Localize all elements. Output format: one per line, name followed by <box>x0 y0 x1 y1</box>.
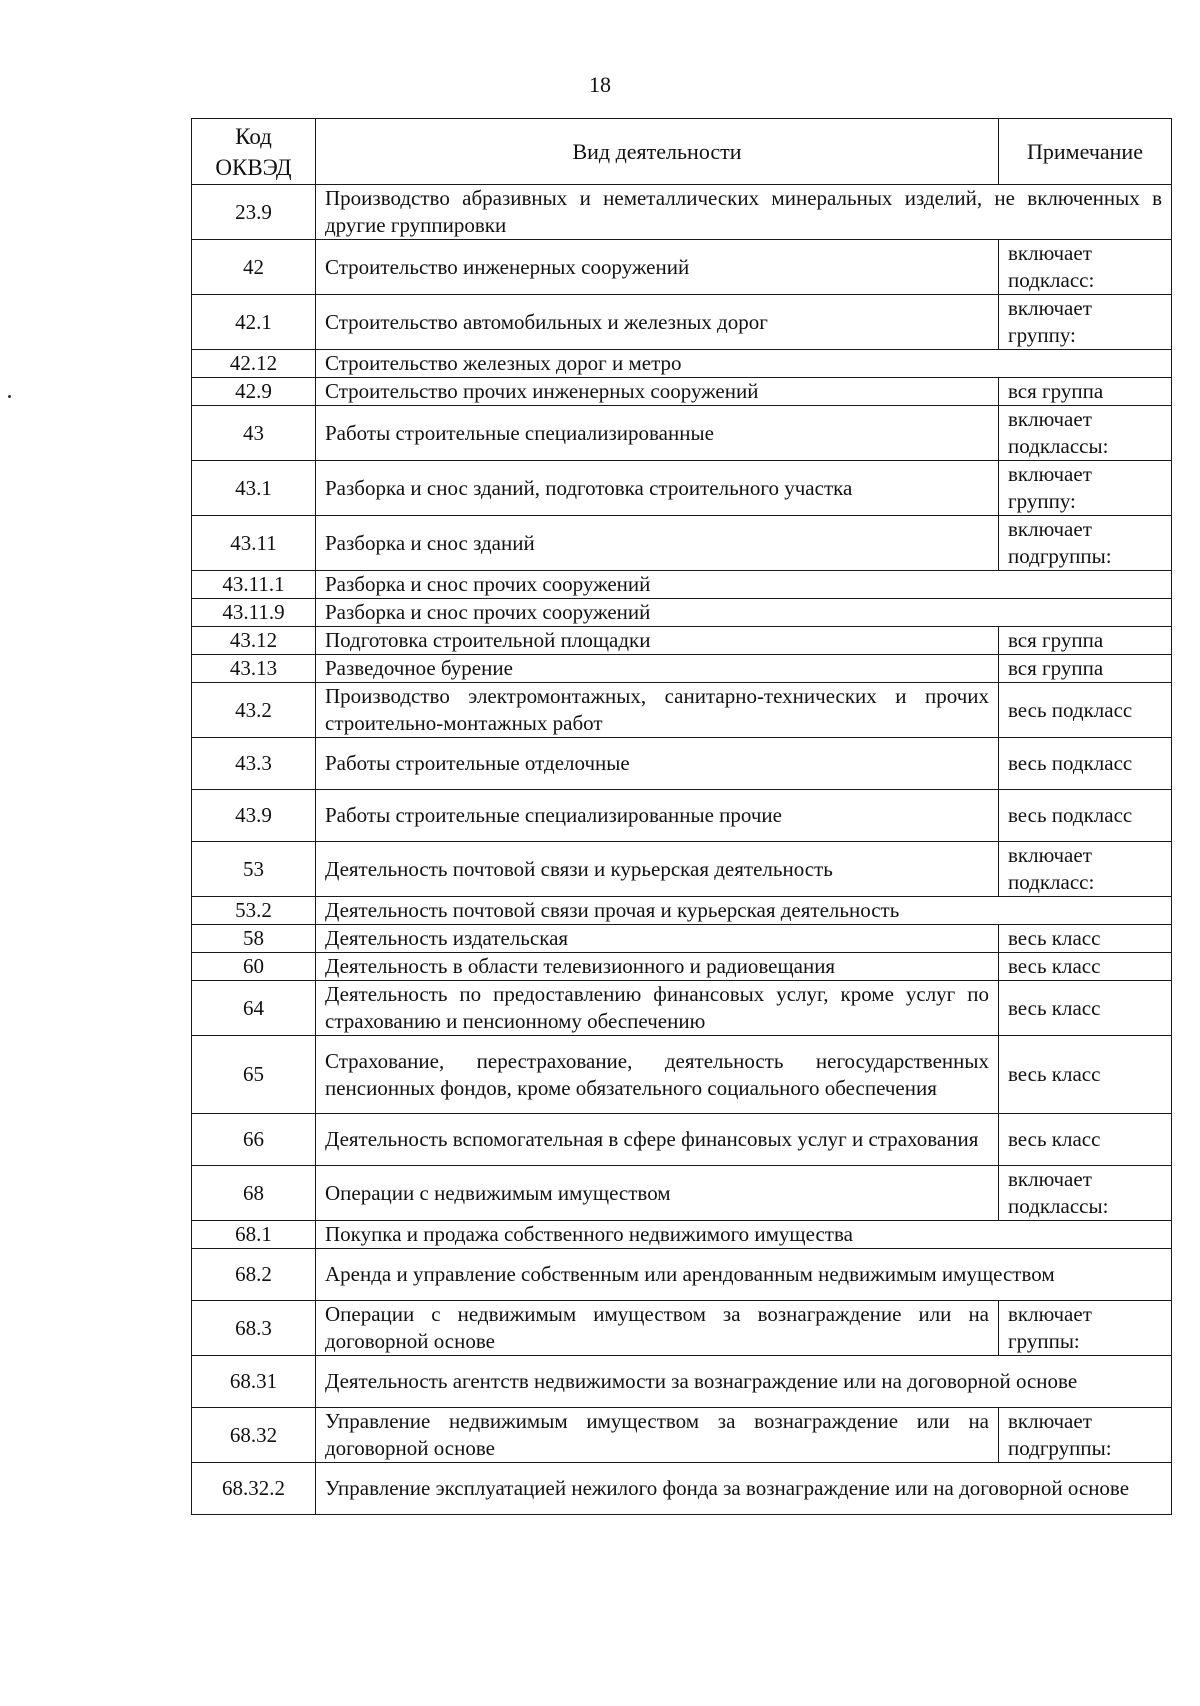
okved-code-cell: 68.32 <box>192 1408 316 1463</box>
okved-code-cell: 65 <box>192 1036 316 1114</box>
table-row <box>192 295 1172 350</box>
okved-code-cell: 68.32.2 <box>192 1463 316 1515</box>
note-cell: вся группа <box>999 627 1172 655</box>
table-row <box>192 461 1172 516</box>
note-cell: включает подклассы: <box>999 406 1172 461</box>
activity-cell: Разборка и снос зданий <box>316 516 999 571</box>
activity-cell: Покупка и продажа собственного недвижимого имущества <box>316 1221 1172 1249</box>
note-cell: весь класс <box>999 925 1172 953</box>
activity-cell: Работы строительные специализированные прочие <box>316 790 999 842</box>
activity-cell: Разборка и снос прочих сооружений <box>316 571 1172 599</box>
activity-cell: Деятельность издательская <box>316 925 999 953</box>
activity-cell: Деятельность вспомогательная в сфере финансовых услуг и страхования <box>316 1114 999 1166</box>
table-row <box>192 1036 1172 1114</box>
activity-cell: Деятельность агентств недвижимости за вознаграждение или на договорной основе <box>316 1356 1172 1408</box>
activity-cell: Управление недвижимым имуществом за вознаграждение или на договорной основе <box>316 1408 999 1463</box>
note-cell: весь класс <box>999 1036 1172 1114</box>
activity-cell: Строительство железных дорог и метро <box>316 350 1172 378</box>
activity-cell: Производство электромонтажных, санитарно-технических и прочих строительно-монтажных работ <box>316 683 999 738</box>
note-cell: весь подкласс <box>999 738 1172 790</box>
note-cell: весь подкласс <box>999 683 1172 738</box>
table-row <box>192 981 1172 1036</box>
activity-cell: Управление эксплуатацией нежилого фонда за вознаграждение или на договорной основе <box>316 1463 1172 1515</box>
table-row <box>192 925 1172 953</box>
note-cell: включает подклассы: <box>999 1166 1172 1221</box>
activity-cell: Аренда и управление собственным или арендованным недвижимым имуществом <box>316 1249 1172 1301</box>
note-cell: включает подкласс: <box>999 842 1172 897</box>
note-cell: весь класс <box>999 981 1172 1036</box>
okved-code-cell: 68.31 <box>192 1356 316 1408</box>
okved-code-cell: 42 <box>192 240 316 295</box>
table-row <box>192 790 1172 842</box>
activity-cell: Деятельность по предоставлению финансовых услуг, кроме услуг по страхованию и пенсионному обеспечению <box>316 981 999 1036</box>
table-header <box>192 119 1172 185</box>
table-row <box>192 1166 1172 1221</box>
okved-code-cell: 68 <box>192 1166 316 1221</box>
table-row <box>192 240 1172 295</box>
table-row <box>192 738 1172 790</box>
activity-cell: Строительство автомобильных и железных дорог <box>316 295 999 350</box>
table-row <box>192 655 1172 683</box>
okved-code-cell: 43.3 <box>192 738 316 790</box>
okved-code-cell: 58 <box>192 925 316 953</box>
table-row <box>192 1114 1172 1166</box>
page-number: 18 <box>589 72 611 97</box>
activity-cell: Разборка и снос прочих сооружений <box>316 599 1172 627</box>
activity-cell: Производство абразивных и неметаллических минеральных изделий, не включенных в другие группировки <box>316 185 1172 240</box>
table-row <box>192 683 1172 738</box>
table-row <box>192 627 1172 655</box>
okved-code-cell: 43.9 <box>192 790 316 842</box>
header-note: Примечание <box>999 119 1172 185</box>
activity-cell: Строительство прочих инженерных сооружений <box>316 378 999 406</box>
header-activity: Вид деятельности <box>316 119 999 185</box>
okved-code-cell: 43.11.1 <box>192 571 316 599</box>
okved-code-cell: 68.1 <box>192 1221 316 1249</box>
okved-code-cell: 42.9 <box>192 378 316 406</box>
note-cell: весь подкласс <box>999 790 1172 842</box>
table-row <box>192 1301 1172 1356</box>
okved-code-cell: 68.2 <box>192 1249 316 1301</box>
table-row <box>192 1221 1172 1249</box>
note-cell: включает группы: <box>999 1301 1172 1356</box>
okved-table <box>191 118 1172 1515</box>
okved-code-cell: 43.11 <box>192 516 316 571</box>
table-row <box>192 953 1172 981</box>
activity-cell: Страхование, перестрахование, деятельность негосударственных пенсионных фондов, кроме обязательного социального обеспечения <box>316 1036 999 1114</box>
activity-cell: Разборка и снос зданий, подготовка строительного участка <box>316 461 999 516</box>
activity-cell: Деятельность в области телевизионного и радиовещания <box>316 953 999 981</box>
table-row <box>192 350 1172 378</box>
okved-code-cell: 43.13 <box>192 655 316 683</box>
okved-code-cell: 66 <box>192 1114 316 1166</box>
activity-cell: Деятельность почтовой связи прочая и курьерская деятельность <box>316 897 1172 925</box>
okved-code-cell: 23.9 <box>192 185 316 240</box>
activity-cell: Операции с недвижимым имуществом за вознаграждение или на договорной основе <box>316 1301 999 1356</box>
okved-code-cell: 64 <box>192 981 316 1036</box>
okved-code-cell: 43.12 <box>192 627 316 655</box>
note-cell: весь класс <box>999 1114 1172 1166</box>
table-row <box>192 842 1172 897</box>
okved-code-cell: 43 <box>192 406 316 461</box>
activity-cell: Разведочное бурение <box>316 655 999 683</box>
activity-cell: Подготовка строительной площадки <box>316 627 999 655</box>
okved-code-cell: 43.11.9 <box>192 599 316 627</box>
okved-code-cell: 43.2 <box>192 683 316 738</box>
note-cell: включает подкласс: <box>999 240 1172 295</box>
note-cell: включает подгруппы: <box>999 1408 1172 1463</box>
table-row <box>192 1356 1172 1408</box>
activity-cell: Строительство инженерных сооружений <box>316 240 999 295</box>
activity-cell: Деятельность почтовой связи и курьерская деятельность <box>316 842 999 897</box>
note-cell: включает подгруппы: <box>999 516 1172 571</box>
okved-code-cell: 42.1 <box>192 295 316 350</box>
table-row <box>192 571 1172 599</box>
note-cell: вся группа <box>999 378 1172 406</box>
note-cell: включает группу: <box>999 295 1172 350</box>
header-code: Код ОКВЭД <box>192 119 316 185</box>
table-row <box>192 516 1172 571</box>
table-row <box>192 406 1172 461</box>
okved-code-cell: 60 <box>192 953 316 981</box>
okved-code-cell: 42.12 <box>192 350 316 378</box>
table-row <box>192 1408 1172 1463</box>
note-cell: вся группа <box>999 655 1172 683</box>
okved-code-cell: 53 <box>192 842 316 897</box>
note-cell: весь класс <box>999 953 1172 981</box>
okved-code-cell: 43.1 <box>192 461 316 516</box>
table-row <box>192 378 1172 406</box>
okved-code-cell: 68.3 <box>192 1301 316 1356</box>
activity-cell: Работы строительные отделочные <box>316 738 999 790</box>
table-row <box>192 185 1172 240</box>
note-cell: включает группу: <box>999 461 1172 516</box>
table-row <box>192 897 1172 925</box>
table-row <box>192 1249 1172 1301</box>
table-row <box>192 1463 1172 1515</box>
table-body <box>192 185 1172 1515</box>
activity-cell: Операции с недвижимым имуществом <box>316 1166 999 1221</box>
activity-cell: Работы строительные специализированные <box>316 406 999 461</box>
scan-speck <box>8 395 11 398</box>
table-row <box>192 599 1172 627</box>
okved-code-cell: 53.2 <box>192 897 316 925</box>
